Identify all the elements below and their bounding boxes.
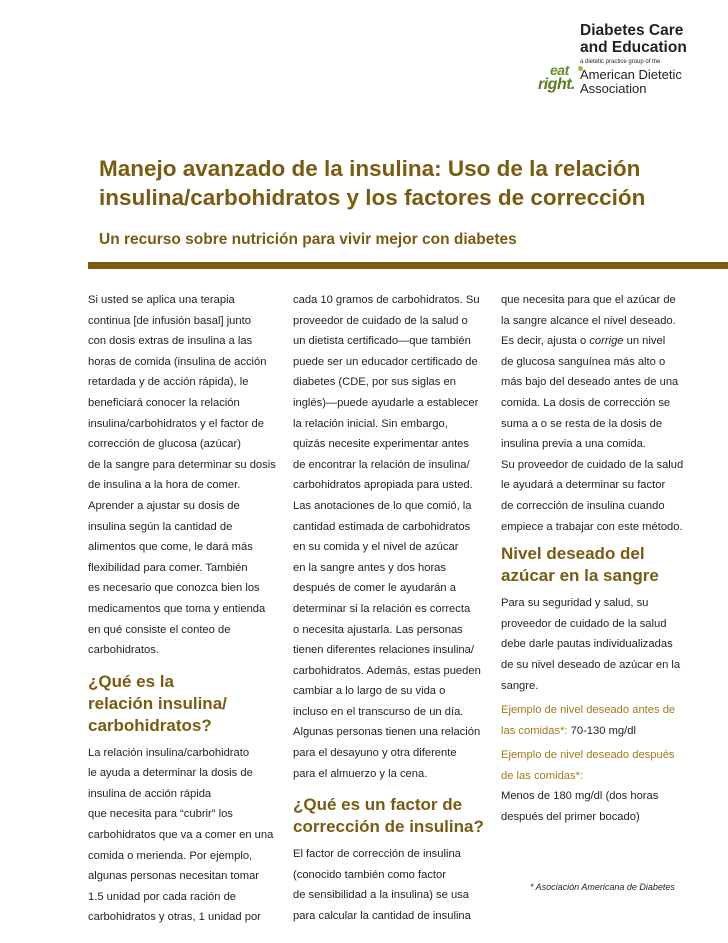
heading-line: relación insulina/ — [88, 693, 227, 713]
text-line: de sensibilidad a la insulina) se usa — [293, 889, 470, 902]
text-line: Las anotaciones de lo que comió, la — [293, 499, 472, 512]
text-run: Es decir, ajusta o — [501, 335, 590, 348]
page-title-line1: Manejo avanzado de la insulina: Uso de la relación — [99, 156, 641, 181]
example-label: de las comidas*: — [501, 769, 584, 782]
text-line: horas de comida (insulina de acción — [88, 355, 267, 368]
text-line: en la sangre antes y dos horas — [293, 561, 446, 574]
text-line: La relación insulina/carbohidrato — [88, 746, 250, 759]
text-line: cada 10 gramos de carbohidratos. Su — [293, 294, 480, 306]
logo-title — [580, 22, 687, 56]
text-line: después de comer le ayudarán a — [293, 582, 456, 595]
text-line: algunas personas necesitan tomar — [88, 870, 260, 883]
logo-title-line1: Diabetes Care — [580, 22, 684, 39]
eat-right-logo-icon — [538, 62, 586, 102]
text-line: le ayudará a determinar su factor — [501, 479, 666, 492]
example-value: 70-130 mg/dl — [567, 724, 636, 737]
text-line: comida. La dosis de corrección se — [501, 396, 671, 409]
header-divider — [88, 262, 728, 269]
text-line: carbohidratos. — [88, 644, 159, 657]
logo-eat-text: eat — [550, 62, 569, 78]
text-line: continua [de infusión basal] junto — [88, 314, 251, 327]
example-label: Ejemplo de nivel deseado después — [501, 749, 675, 762]
text-line: comida o merienda. Por ejemplo, — [88, 849, 253, 862]
col1-body-paragraph — [88, 743, 278, 928]
heading-line: ¿Qué es un factor de — [293, 795, 463, 815]
text-line: en qué consiste el conteo de — [88, 623, 231, 636]
section-heading-relacion — [88, 671, 278, 737]
text-line: suma a o se resta de la dosis de — [501, 417, 663, 430]
text-line: de corrección de insulina cuando — [501, 499, 665, 512]
text-line: proveedor de cuidado de la salud — [501, 617, 667, 630]
text-line: con dosis extras de insulina a las — [88, 335, 253, 348]
text-line: tienen diferentes relaciones insulina/ — [293, 644, 474, 657]
example-value: Menos de 180 mg/dl (dos horas — [501, 790, 659, 803]
text-line: flexibilidad para comer. También — [88, 561, 248, 574]
page-title-line2: insulina/carbohidratos y los factores de corrección — [99, 185, 646, 210]
section-heading-factor-correccion — [293, 794, 483, 838]
text-line: le ayuda a determinar la dosis de — [88, 767, 253, 780]
heading-line: azúcar en la sangre — [501, 566, 659, 586]
text-line: de glucosa sanguínea más alto o — [501, 355, 666, 368]
text-run: un nivel — [623, 335, 666, 348]
emphasis-corrige: corrige — [589, 335, 624, 348]
text-line: es necesario que conozca bien los — [88, 582, 260, 595]
col3-body-paragraph-cont — [501, 352, 706, 537]
text-line: para calcular la cantidad de insulina — [293, 910, 471, 923]
text-line: carbohidratos y otras, 1 unidad por — [88, 911, 261, 924]
text-line: El factor de corrección de insulina — [293, 848, 461, 861]
text-line: sangre. — [501, 679, 539, 692]
text-line: en su comida y el nivel de azúcar — [293, 541, 459, 554]
text-line: de insulina a la hora de comer. — [88, 479, 241, 492]
col3-body-paragraph — [501, 290, 706, 331]
example-before-meals — [501, 700, 706, 741]
text-line: de encontrar la relación de insulina/ — [293, 458, 470, 471]
text-line: Su proveedor de cuidado de la salud — [501, 458, 684, 471]
logo-title-line2: and Education — [580, 39, 687, 56]
text-line: insulina previa a una comida. — [501, 438, 646, 451]
text-line: de la sangre para determinar su dosis — [88, 458, 276, 471]
column-2 — [293, 290, 483, 927]
col2-body-paragraph — [293, 290, 483, 784]
page-subtitle: Un recurso sobre nutrición para vivir mejor con diabetes — [99, 231, 517, 248]
text-line: que necesita para que el azúcar de — [501, 294, 676, 306]
text-line: beneficiará conocer la relación — [88, 396, 240, 409]
text-line: de su nivel deseado de azúcar en la — [501, 658, 681, 671]
text-line: insulina según la cantidad de — [88, 520, 233, 533]
text-line: para el almuerzo y la cena. — [293, 767, 428, 780]
heading-line: Nivel deseado del — [501, 544, 645, 564]
text-line: cantidad estimada de carbohidratos — [293, 520, 471, 533]
text-line: Algunas personas tienen una relación — [293, 726, 481, 739]
text-line: insulina/carbohidratos y el factor de — [88, 417, 264, 430]
text-line: Si usted se aplica una terapia — [88, 294, 235, 306]
text-line: corrección de glucosa (azúcar) — [88, 438, 241, 451]
text-line: empiece a trabajar con este método. — [501, 520, 683, 533]
text-line: alimentos que come, le dará más — [88, 541, 253, 554]
text-line: quizás necesite experimentar antes — [293, 438, 469, 451]
text-line: inglés)—puede ayudarle a establecer — [293, 396, 479, 409]
text-line: retardada y de acción rápida), le — [88, 376, 249, 389]
col2-body-paragraph-2 — [293, 844, 483, 926]
text-line: carbohidratos apropiada para usted. — [293, 479, 473, 492]
logo-org-line2: Association — [580, 81, 647, 96]
text-line: medicamentos que toma y entienda — [88, 602, 266, 615]
text-line: un dietista certificado—que también — [293, 335, 471, 348]
text-line: Para su seguridad y salud, su — [501, 597, 649, 610]
page-title — [99, 154, 719, 212]
text-line: diabetes (CDE, por sus siglas en — [293, 376, 456, 389]
text-line: Aprender a ajustar su dosis de — [88, 499, 240, 512]
text-line: 1.5 unidad por cada ración de — [88, 890, 237, 903]
text-line: insulina de acción rápida — [88, 787, 212, 800]
text-line: o necesita ajustarla. Las personas — [293, 623, 463, 636]
heading-line: ¿Qué es la — [88, 671, 174, 691]
text-line: carbohidratos que va a comer en una — [88, 829, 274, 842]
text-line: proveedor de cuidado de la salud o — [293, 314, 468, 327]
example-label: las comidas*: — [501, 724, 568, 737]
logo-org-line1: American Dietetic — [580, 67, 682, 82]
text-line: la relación inicial. Sin embargo, — [293, 417, 448, 430]
col1-intro-paragraph — [88, 290, 278, 661]
logo-subline: a dietetic practice group of the — [580, 59, 661, 65]
text-line: incluso en el transcurso de un día. — [293, 705, 464, 718]
text-line: (conocido también como factor — [293, 868, 446, 881]
footnote: * Asociación Americana de Diabetes — [530, 882, 675, 892]
text-line: más bajo del deseado antes de una — [501, 376, 679, 389]
column-1 — [88, 290, 278, 928]
text-line: determinar si la relación es correcta — [293, 602, 471, 615]
heading-line: carbohidratos? — [88, 715, 212, 735]
text-line: la sangre alcance el nivel deseado. — [501, 314, 676, 327]
heading-line: corrección de insulina? — [293, 817, 484, 837]
text-line: que necesita para “cubrir” los — [88, 808, 233, 821]
text-line: cambiar a lo largo de su vida o — [293, 685, 446, 698]
example-label: Ejemplo de nivel deseado antes de — [501, 704, 676, 717]
column-3 — [501, 290, 706, 828]
es-decir-line — [501, 331, 706, 352]
text-line: carbohidratos. Además, estas pueden — [293, 664, 481, 677]
example-value: después del primer bocado) — [501, 811, 640, 824]
example-after-meals — [501, 745, 706, 827]
logo — [520, 20, 720, 115]
col3-body-paragraph-2 — [501, 593, 706, 696]
text-line: debe darle pautas individualizadas — [501, 638, 673, 651]
text-line: puede ser un educador certificado de — [293, 355, 478, 368]
section-heading-nivel-deseado — [501, 543, 706, 587]
logo-right-text: right. — [538, 76, 575, 93]
text-line: para el desayuno y otra diferente — [293, 747, 457, 760]
logo-organization — [580, 68, 682, 96]
